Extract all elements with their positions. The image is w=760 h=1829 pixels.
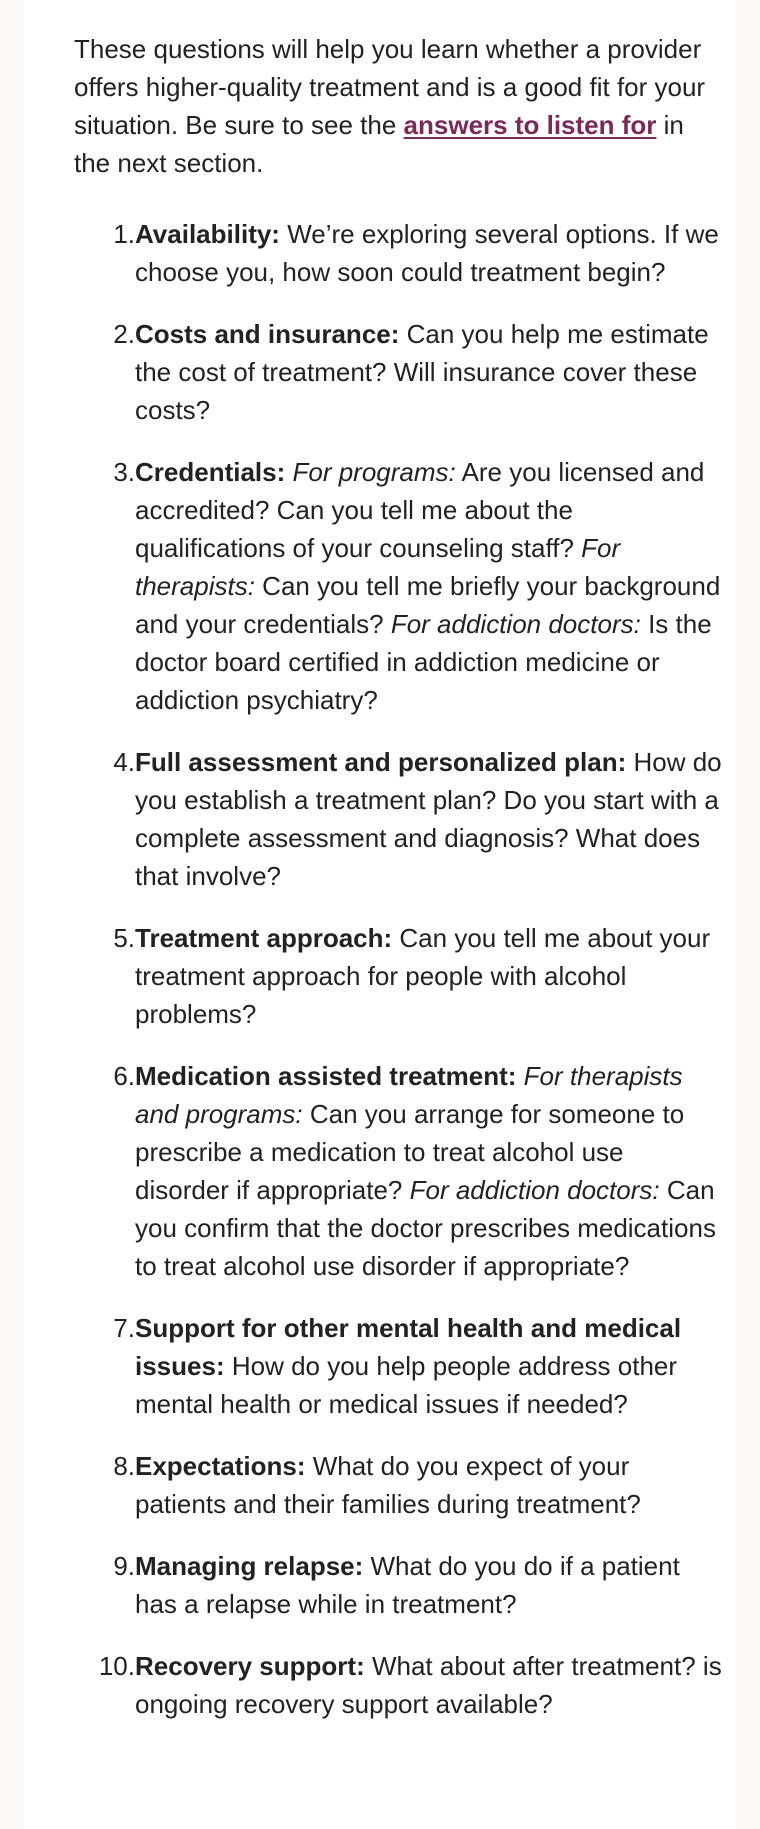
list-item-number: 10. xyxy=(98,1651,135,1681)
intro-paragraph xyxy=(74,30,724,182)
list-item xyxy=(74,1447,724,1523)
question-text: How do you help people address other mental health or medical issues if needed? xyxy=(135,1351,678,1419)
audience-label: For therapists: xyxy=(135,533,621,601)
question-text: What do you expect of your patients and their families during treatment? xyxy=(135,1451,641,1519)
page xyxy=(24,0,736,1829)
intro-text-after: in the next section. xyxy=(74,110,684,178)
audience-label: For programs: xyxy=(292,457,456,487)
question-text: Can you arrange for someone to prescribe a medication to treat alcohol use disorder if appropriate? xyxy=(135,1099,685,1205)
questions-list xyxy=(74,215,724,1723)
list-item-number: 3. xyxy=(113,457,135,487)
question-topic: Recovery support: xyxy=(135,1651,365,1681)
list-item-number: 1. xyxy=(113,219,135,249)
question-text: What do you do if a patient has a relapse while in treatment? xyxy=(135,1551,680,1619)
question-topic: Support for other mental health and medical issues: xyxy=(135,1313,682,1381)
question-text: We’re exploring several options. If we choose you, how soon could treatment begin? xyxy=(135,219,719,287)
question-text: Is the doctor board certified in addiction medicine or addiction psychiatry? xyxy=(135,609,712,715)
question-topic: Full assessment and personalized plan: xyxy=(135,747,627,777)
list-item-number: 6. xyxy=(113,1061,135,1091)
question-text: How do you establish a treatment plan? Do you start with a complete assessment and diagnosis? What does that involve? xyxy=(135,747,722,891)
question-text: What about after treatment? is ongoing recovery support available? xyxy=(135,1651,722,1719)
article-content xyxy=(74,30,724,1747)
audience-label: For therapists and programs: xyxy=(135,1061,683,1129)
list-item-number: 2. xyxy=(113,319,135,349)
list-item xyxy=(74,215,724,291)
question-text: Can you tell me briefly your background and your credentials? xyxy=(135,571,721,639)
list-item-number: 5. xyxy=(113,923,135,953)
question-text xyxy=(516,1061,523,1091)
question-topic: Availability: xyxy=(135,219,280,249)
question-topic: Expectations: xyxy=(135,1451,306,1481)
question-topic: Managing relapse: xyxy=(135,1551,364,1581)
list-item xyxy=(74,315,724,429)
audience-label: For addiction doctors: xyxy=(409,1175,660,1205)
list-item xyxy=(74,743,724,895)
question-text: Can you tell me about your treatment approach for people with alcohol problems? xyxy=(135,923,711,1029)
list-item xyxy=(74,1309,724,1423)
audience-label: For addiction doctors: xyxy=(390,609,641,639)
list-item xyxy=(74,919,724,1033)
question-text xyxy=(285,457,292,487)
answers-to-listen-for-link[interactable]: answers to listen for xyxy=(403,110,657,140)
list-item-number: 8. xyxy=(113,1451,135,1481)
list-item xyxy=(74,453,724,719)
list-item xyxy=(74,1057,724,1285)
question-topic: Credentials: xyxy=(135,457,286,487)
list-item xyxy=(74,1647,724,1723)
intro-text-before: These questions will help you learn whether a provider offers higher-quality treatment and is a good fit for your situation. Be sure to see the xyxy=(74,34,706,140)
question-topic: Treatment approach: xyxy=(135,923,393,953)
list-item xyxy=(74,1547,724,1623)
list-item-number: 7. xyxy=(113,1313,135,1343)
question-text: Can you confirm that the doctor prescribes medications to treat alcohol use disorder if appropriate? xyxy=(135,1175,716,1281)
question-topic: Costs and insurance: xyxy=(135,319,400,349)
question-text: Are you licensed and accredited? Can you tell me about the qualifications of your counseling staff? xyxy=(135,457,705,563)
question-text: Can you help me estimate the cost of treatment? Will insurance cover these costs? xyxy=(135,319,709,425)
question-topic: Medication assisted treatment: xyxy=(135,1061,517,1091)
list-item-number: 4. xyxy=(113,747,135,777)
list-item-number: 9. xyxy=(113,1551,135,1581)
